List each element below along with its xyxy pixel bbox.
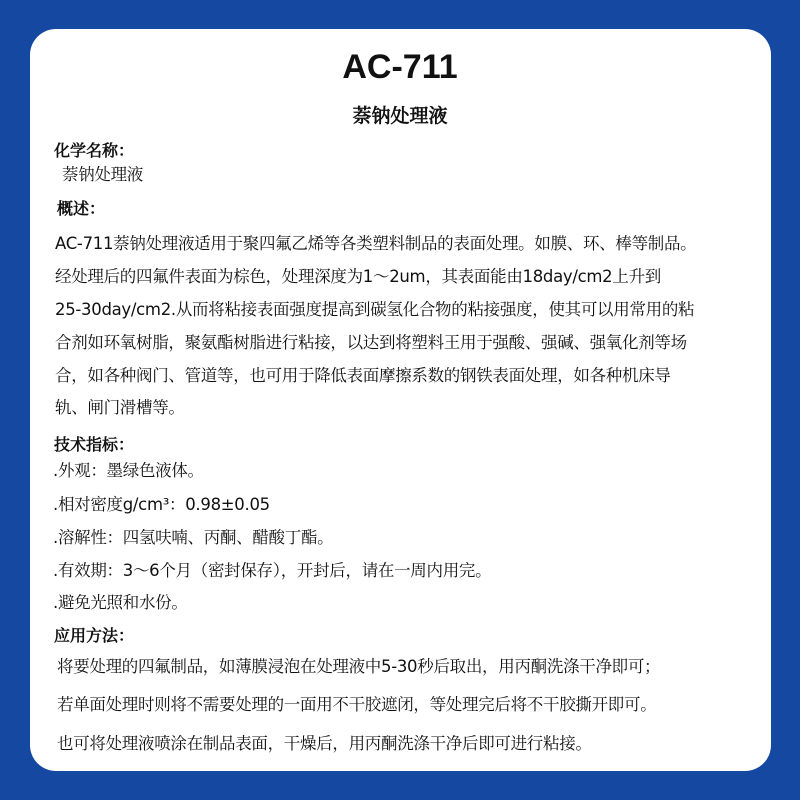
spec-item: .避免光照和水份。 bbox=[53, 593, 188, 612]
usage-line: 将要处理的四氟制品，如薄膜浸泡在处理液中5-30秒后取出，用丙酮洗涤干净即可； bbox=[57, 657, 661, 676]
usage-heading: 应用方法： bbox=[54, 626, 135, 645]
spec-item: .相对密度g/cm³：0.98±0.05 bbox=[53, 495, 270, 514]
chemical-name-heading: 化学名称： bbox=[54, 141, 135, 160]
overview-line: AC-711萘钠处理液适用于聚四氟乙烯等各类塑料制品的表面处理。如膜、环、棒等制品。 bbox=[55, 234, 697, 253]
overview-line: 合，如各种阀门、管道等，也可用于降低表面摩擦系数的钢铁表面处理，如各种机床导 bbox=[55, 366, 671, 385]
usage-line: 也可将处理液喷涂在制品表面，干燥后，用丙酮洗涤干净后即可进行粘接。 bbox=[57, 734, 592, 753]
overview-line: 25-30day/cm2.从而将粘接表面强度提高到碳氢化合物的粘接强度，使其可以用常用的粘 bbox=[55, 300, 695, 319]
product-subtitle: 萘钠处理液 bbox=[352, 105, 448, 127]
product-title: AC-711 bbox=[342, 48, 458, 86]
overview-heading: 概述： bbox=[57, 199, 106, 218]
chemical-name-value: 萘钠处理液 bbox=[62, 165, 144, 184]
specs-heading: 技术指标： bbox=[54, 435, 135, 454]
usage-line: 若单面处理时则将不需要处理的一面用不干胶遮闭，等处理完后将不干胶撕开即可。 bbox=[57, 695, 657, 714]
overview-line: 轨、闸门滑槽等。 bbox=[55, 398, 185, 417]
overview-line: 合剂如环氧树脂，聚氨酯树脂进行粘接，以达到将塑料王用于强酸、强碱、强氧化剂等场 bbox=[55, 333, 687, 352]
spec-item: .溶解性：四氢呋喃、丙酮、醋酸丁酯。 bbox=[53, 528, 334, 547]
spec-item: .有效期：3～6个月（密封保存），开封后，请在一周内用完。 bbox=[53, 561, 492, 580]
spec-item: .外观：墨绿色液体。 bbox=[53, 461, 204, 480]
overview-line: 经处理后的四氟件表面为棕色，处理深度为1～2um，其表面能由18day/cm2上升到 bbox=[55, 267, 661, 286]
